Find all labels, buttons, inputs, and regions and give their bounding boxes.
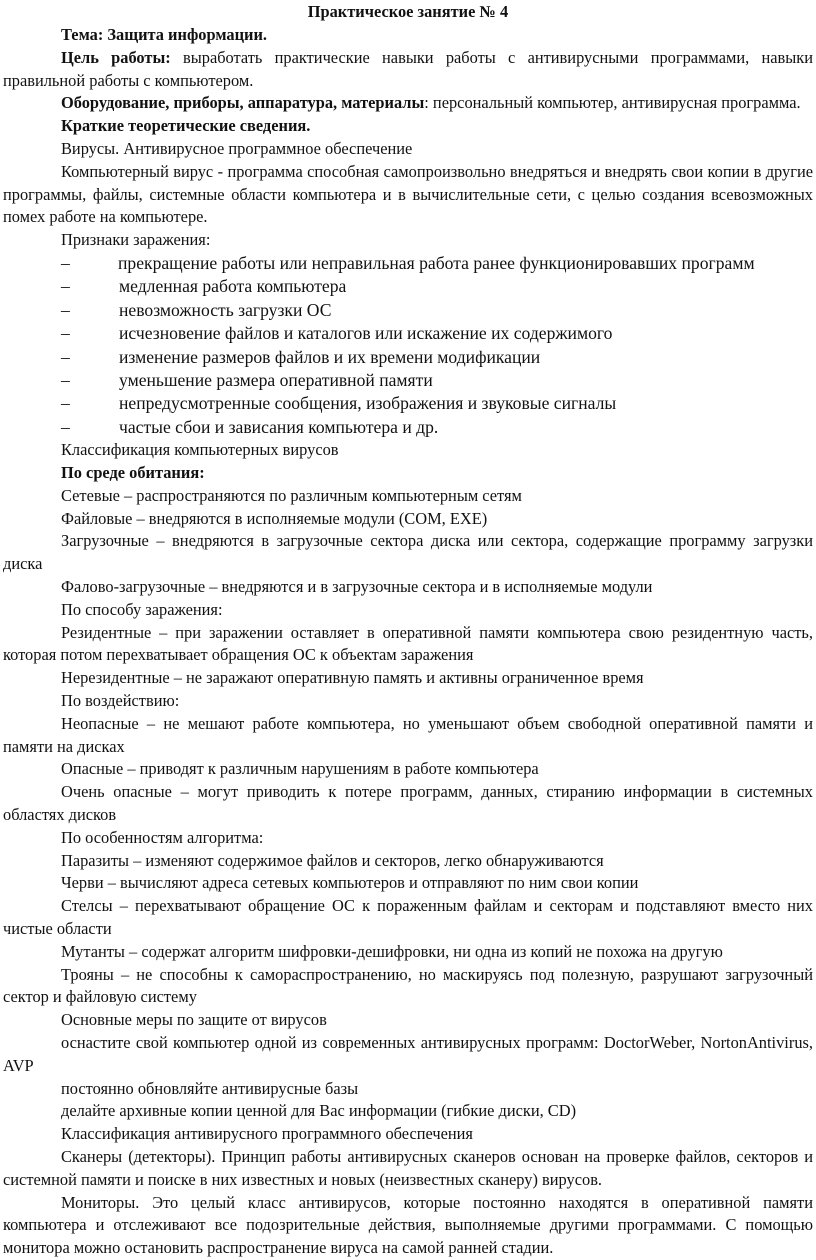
- habitat-item: Сетевые – распространяются по различным компьютерным сетям: [61, 485, 522, 505]
- habitat-item: Загрузочные – внедряются в загрузочные сектора диска или сектора, содержащие программу загрузки диска: [3, 531, 813, 574]
- symptom-item: – медленная работа компьютера: [0, 275, 816, 298]
- equipment-text: : персональный компьютер, антивирусная программа.: [424, 93, 801, 113]
- symptom-item: – частые сбои и зависания компьютера и др.: [0, 416, 816, 439]
- goal-paragraph: [0, 47, 816, 93]
- symptom-item: – непредусмотренные сообщения, изображения и звуковые сигналы: [0, 392, 816, 415]
- theory-heading: Краткие теоретические сведения.: [61, 116, 311, 136]
- habitat-item: Фалово-загрузочные – внедряются и в загрузочные сектора и в исполняемые модули: [61, 577, 653, 596]
- protection-heading: Основные меры по защите от вирусов: [61, 1010, 327, 1030]
- symptom-item: – исчезновение файлов и каталогов или искажение их содержимого: [0, 322, 816, 345]
- virus-definition: Компьютерный вирус - программа способная самопроизвольно внедряться и внедрять свои копии в другие программы, файлы, системные области компьютера и в вычислительные сети, с целью создания всевозможных помех работе на компьютере.: [3, 161, 813, 227]
- infection-item: Резидентные – при заражении оставляет в оперативной памяти компьютера свою резидентную часть, которая потом перехватывает обращения ОС к объектам заражения: [3, 622, 813, 665]
- algorithm-item: Мутанты – содержат алгоритм шифровки-дешифровки, ни одна из копий не похожа на другую: [61, 941, 723, 961]
- equipment-paragraph: [0, 92, 816, 115]
- protection-item: делайте архивные копии ценной для Вас информации (гибкие диски, CD): [61, 1101, 577, 1121]
- dash-marker: –: [61, 252, 70, 273]
- habitat-heading: По среде обитания:: [61, 463, 205, 483]
- goal-text: выработать практические навыки работы с антивирусными программами, навыки правильной работы с компьютером.: [3, 47, 813, 90]
- topic-line: [0, 24, 816, 47]
- dash-marker: –: [61, 370, 70, 390]
- page-title: Практическое занятие № 4: [307, 2, 509, 21]
- goal-label: Цель работы:: [61, 47, 171, 67]
- dash-marker: –: [61, 393, 70, 414]
- dash-marker: –: [61, 276, 70, 297]
- algorithm-item: Трояны – не способны к самораспространению, но маскируясь под полезную, разрушают загрузочный сектор и файловую систему: [3, 964, 813, 1007]
- dash-marker: –: [61, 416, 70, 437]
- scanners-paragraph: Сканеры (детекторы). Принцип работы антивирусных сканеров основан на проверке файлов, секторов и системной памяти и поиске в них известных и новых (неизвестных сканеру) вирусов.: [3, 1146, 813, 1189]
- impact-heading: По воздействию:: [61, 690, 180, 710]
- monitors-paragraph: Мониторы. Это целый класс антивирусов, которые постоянно находятся в оперативной памяти компьютера и отслеживают все подозрительные действия, выполняемые другими программами. С помощью монитора можно остановить распространение вируса на самой ранней стадии.: [3, 1192, 813, 1258]
- symptom-item: – изменение размеров файлов и их времени модификации: [0, 346, 816, 369]
- algorithm-heading: По особенностям алгоритма:: [61, 827, 264, 847]
- dash-marker: –: [61, 323, 70, 344]
- algorithm-item: Черви – вычисляют адреса сетевых компьютеров и отправляют по ним свои копии: [61, 873, 639, 893]
- impact-item: Опасные – приводят к различным нарушениям в работе компьютера: [61, 759, 539, 779]
- document-page: [0, 1, 816, 1258]
- dash-marker: –: [61, 299, 70, 320]
- antivirus-classification-heading: Классификация антивирусного программного обеспечения: [61, 1124, 473, 1144]
- algorithm-item: Стелсы – перехватывают обращение ОС к пораженным файлам и секторам и подставляют вместо них чистые области: [3, 896, 813, 938]
- dash-marker: –: [61, 346, 70, 367]
- impact-item: Очень опасные – могут приводить к потере программ, данных, стиранию информации в системных областях дисков: [3, 782, 813, 824]
- equipment-label: Оборудование, приборы, аппаратура, материалы: [61, 93, 425, 113]
- symptom-item: – невозможность загрузки ОС: [0, 299, 816, 322]
- topic-label: Тема: Защита информации.: [61, 25, 268, 44]
- protection-item: постоянно обновляйте антивирусные базы: [61, 1078, 359, 1098]
- classification-heading: Классификация компьютерных вирусов: [61, 440, 339, 460]
- infection-heading: По способу заражения:: [61, 599, 223, 619]
- habitat-item: Файловые – внедряются в исполняемые модули (COM, EXE): [61, 508, 488, 528]
- infection-item: Нерезидентные – не заражают оперативную память и активны ограниченное время: [61, 668, 644, 688]
- viruses-heading: Вирусы. Антивирусное программное обеспечение: [61, 138, 413, 158]
- symptom-item: – уменьшение размера оперативной памяти: [0, 369, 816, 392]
- impact-item: Неопасные – не мешают работе компьютера, но уменьшают объем свободной оперативной памяти и памяти на дисках: [3, 713, 813, 756]
- protection-item: оснастите свой компьютер одной из современных антивирусных программ: DoctorWeber, NortonAntivirus, AVP: [3, 1032, 813, 1075]
- symptom-item: – прекращение работы или неправильная работа ранее функционировавших программ: [0, 252, 816, 275]
- symptoms-heading: Признаки заражения:: [61, 230, 211, 250]
- algorithm-item: Паразиты – изменяют содержимое файлов и секторов, легко обнаруживаются: [61, 850, 604, 870]
